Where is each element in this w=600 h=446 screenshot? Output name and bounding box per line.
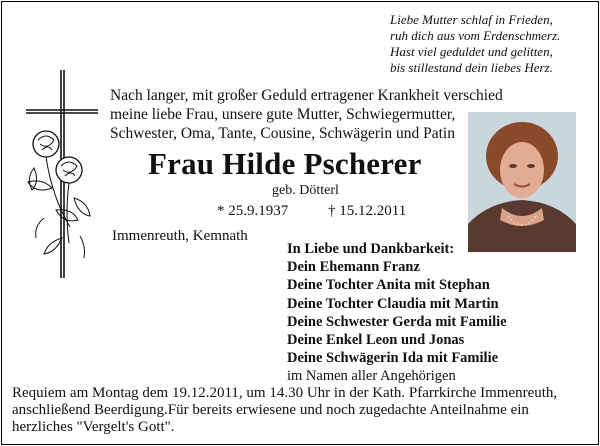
obituary-notice xyxy=(1,1,599,445)
mourners-closing: im Namen aller Angehörigen xyxy=(287,368,456,385)
mourner-line: Deine Tochter Claudia mit Martin xyxy=(287,295,499,312)
poem-line: Hast viel geduldet und gelitten, xyxy=(390,44,553,59)
poem xyxy=(390,12,590,76)
intro-line: meine liebe Frau, unsere gute Mutter, Schwiegermutter, xyxy=(110,106,456,123)
cross-with-roses-icon xyxy=(22,68,100,280)
mourners-list xyxy=(287,240,517,386)
mourner-line: In Liebe und Dankbarkeit: xyxy=(287,241,455,257)
portrait-photo xyxy=(468,112,576,252)
residence: Immenreuth, Kemnath xyxy=(112,228,248,244)
poem-line: bis stillestand dein liebes Herz. xyxy=(390,60,553,75)
deceased-name: Frau Hilde Pscherer xyxy=(148,146,422,181)
service-details xyxy=(12,385,592,436)
death-date: † 15.12.2011 xyxy=(328,203,407,219)
footer-line: herzliches "Vergelt's Gott". xyxy=(12,419,175,435)
poem-line: Liebe Mutter schlaf in Frieden, xyxy=(390,12,553,27)
mourner-line: Deine Schwägerin Ida mit Familie xyxy=(287,350,499,367)
birth-date: * 25.9.1937 xyxy=(217,203,289,219)
intro-line: Schwester, Oma, Tante, Cousine, Schwägerin und Patin xyxy=(110,125,455,142)
mourner-line: Dein Ehemann Franz xyxy=(287,259,420,276)
mourner-line: Deine Tochter Anita mit Stephan xyxy=(287,277,490,294)
mourner-line: Deine Enkel Leon und Jonas xyxy=(287,332,465,349)
birth-name: geb. Dötterl xyxy=(272,183,339,198)
poem-line: ruh dich aus vom Erdenschmerz. xyxy=(390,28,561,43)
footer-line: Requiem am Montag dem 19.12.2011, um 14.30 Uhr in der Kath. Pfarrkirche Immenreuth, xyxy=(12,385,558,401)
mourner-line: Deine Schwester Gerda mit Familie xyxy=(287,313,507,330)
intro-line: Nach langer, mit großer Geduld ertragener Krankheit verschied xyxy=(110,87,503,104)
footer-line: anschließend Beerdigung.Für bereits erwiesene und noch zugedachte Anteilnahme ein xyxy=(12,402,529,418)
intro-text xyxy=(110,86,503,143)
